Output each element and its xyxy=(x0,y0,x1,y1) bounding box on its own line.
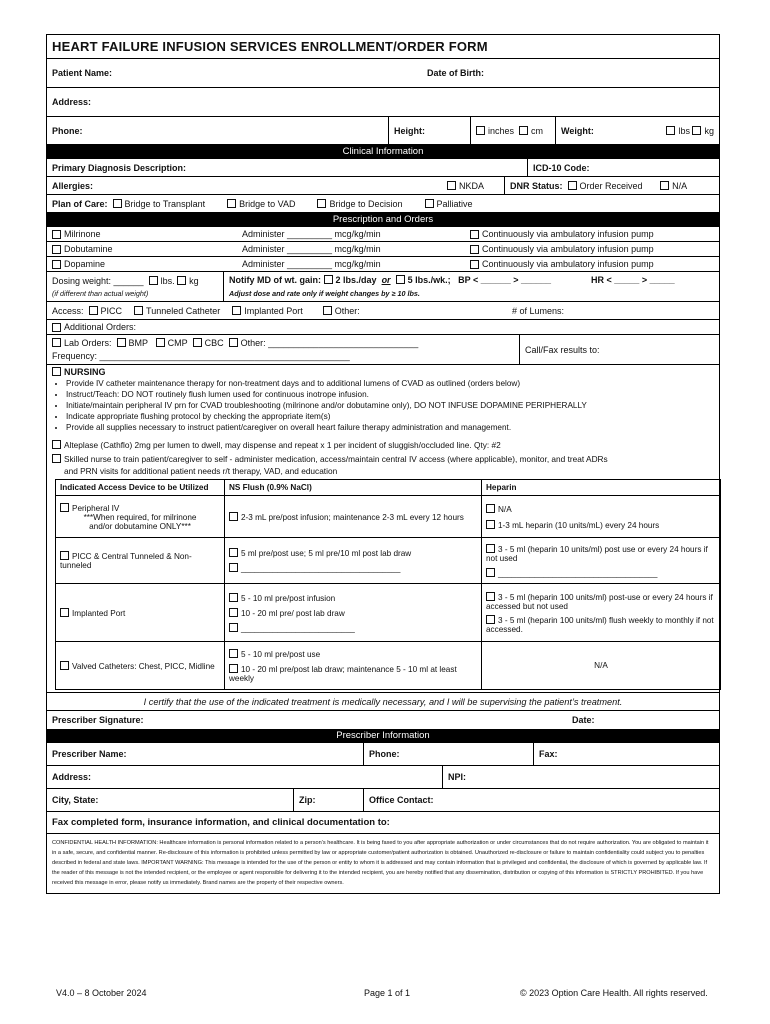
port-label: Implanted Port xyxy=(244,305,303,316)
drug-name: Milrinone xyxy=(64,229,101,239)
picc-device-checkbox[interactable] xyxy=(60,551,69,560)
icd10-label[interactable]: ICD-10 Code: xyxy=(527,159,719,176)
lumens-label[interactable]: # of Lumens: xyxy=(512,305,565,316)
fax-completed-label: Fax completed form, insurance information, and clinical documentation to: xyxy=(52,817,390,828)
prescriber-fax-label[interactable]: Fax: xyxy=(533,743,719,765)
footer-copyright: © 2023 Option Care Health. All rights reserved. xyxy=(520,988,708,998)
kg-label: kg xyxy=(704,125,714,136)
plan-transplant-checkbox[interactable] xyxy=(113,199,122,208)
notify-2lbs-checkbox[interactable] xyxy=(324,275,333,284)
dosing-weight xyxy=(47,272,223,301)
plan-of-care xyxy=(47,195,478,212)
bp-range[interactable]: BP < ______ > ______ xyxy=(458,275,552,285)
nkda-checkbox[interactable] xyxy=(447,181,456,190)
prescriber-address-label[interactable]: Address: xyxy=(52,772,92,782)
height-label[interactable]: Height: xyxy=(388,117,470,144)
lab-orders-checkbox[interactable] xyxy=(52,338,61,347)
address-label[interactable]: Address: xyxy=(52,97,92,107)
heparin-cell xyxy=(482,496,721,538)
nursing-bullet: • Provide IV catheter maintenance therapy for non-treatment days and to additional lumens of CVAD as outlined (orders below) xyxy=(66,379,714,388)
peripheral-checkbox[interactable] xyxy=(60,503,69,512)
dnr-na-label: N/A xyxy=(672,180,688,191)
drug-route[interactable] xyxy=(465,257,719,271)
additional-orders[interactable] xyxy=(47,320,141,334)
inches-checkbox[interactable] xyxy=(476,126,485,135)
drug-name: Dopamine xyxy=(64,259,106,269)
table-row xyxy=(56,538,721,584)
ns-cell xyxy=(225,642,482,690)
table-header: Heparin xyxy=(482,480,721,496)
hr-range[interactable]: HR < _____ > _____ xyxy=(591,275,675,285)
lab-other-label[interactable]: Other: ______________________________ xyxy=(240,338,419,348)
plan-decision-label: Bridge to Decision xyxy=(329,198,403,209)
ns-label: 5 ml pre/post use; 5 ml pre/10 ml post lab draw xyxy=(241,549,412,558)
heparin-checkbox[interactable] xyxy=(486,544,495,553)
tunneled-checkbox[interactable] xyxy=(134,306,143,315)
skilled-nurse-checkbox[interactable] xyxy=(52,454,61,463)
dosing-lbs-checkbox[interactable] xyxy=(149,276,158,285)
plan-decision-checkbox[interactable] xyxy=(317,199,326,208)
primary-dx-label[interactable]: Primary Diagnosis Description: xyxy=(52,162,187,173)
ns-checkbox[interactable] xyxy=(229,548,238,557)
cmp-checkbox[interactable] xyxy=(156,338,165,347)
access-options xyxy=(47,302,507,319)
ns-label: 2-3 mL pre/post infusion; maintenance 2-3 mL every 12 hours xyxy=(241,512,464,522)
enrollment-form xyxy=(46,34,720,894)
plan-vad-checkbox[interactable] xyxy=(227,199,236,208)
ns-label: 5 - 10 ml pre/post infusion xyxy=(241,593,336,603)
cbc-label: CBC xyxy=(204,338,224,348)
signature-label[interactable]: Prescriber Signature: xyxy=(52,715,144,725)
plan-transplant-label: Bridge to Transplant xyxy=(124,198,206,209)
notify-5lbs-checkbox[interactable] xyxy=(396,275,405,284)
dobutamine-checkbox[interactable] xyxy=(52,245,61,254)
route-checkbox[interactable] xyxy=(470,230,479,239)
heparin-checkbox[interactable] xyxy=(486,592,495,601)
heparin-other-blank[interactable]: ___________________________________ xyxy=(498,568,658,578)
plan-palliative-checkbox[interactable] xyxy=(425,199,434,208)
drug-name: Dobutamine xyxy=(64,244,113,254)
ns-checkbox[interactable] xyxy=(229,649,238,658)
lbs-label: lbs xyxy=(678,125,690,136)
dosing-kg-checkbox[interactable] xyxy=(177,276,186,285)
heparin-label: 1-3 mL heparin (10 units/mL) every 24 hours xyxy=(498,520,660,530)
access-device-table xyxy=(55,479,721,690)
additional-orders-label: Additional Orders: xyxy=(64,322,137,332)
table-row xyxy=(56,584,721,642)
ns-cell xyxy=(225,584,482,642)
alteplase-option[interactable] xyxy=(52,440,714,450)
device-cell xyxy=(56,496,225,538)
alteplase-label: Alteplase (Cathflo) 2mg per lumen to dwell, may dispense and repeat x 1 per incident of sluggish/occluded line. Qty: #2 xyxy=(64,440,501,450)
heparin-label: 3 - 5 ml (heparin 10 units/ml) post use or every 24 hours if not used xyxy=(486,544,708,563)
skilled-nurse-label-1: Skilled nurse to train patient/caregiver to self - administer medication, access/maintain central IV access (where applicable), monitor, and treat ADRs xyxy=(64,454,608,464)
alteplase-checkbox[interactable] xyxy=(52,440,61,449)
heparin-other-checkbox[interactable] xyxy=(486,568,495,577)
date-label[interactable]: Date: xyxy=(572,715,595,725)
lbs-checkbox[interactable] xyxy=(666,126,675,135)
kg-checkbox[interactable] xyxy=(692,126,701,135)
nursing-checkbox[interactable] xyxy=(52,367,61,376)
device-label: Peripheral IV xyxy=(72,503,120,513)
notify-md xyxy=(223,272,719,301)
dosing-lbs-label: lbs. xyxy=(160,275,175,286)
skilled-nurse-label-2: and PRN visits for additional patient needs r/t therapy, VAD, and education xyxy=(64,466,338,476)
ns-label: 5 - 10 ml pre/post use xyxy=(241,649,321,659)
dopamine-checkbox[interactable] xyxy=(52,260,61,269)
cbc-checkbox[interactable] xyxy=(193,338,202,347)
confidential-notice: CONFIDENTIAL HEALTH INFORMATION: Healthcare information is personal information related to a person’s healthcare. It is being faxed to you after appropriate authorization or under circumstances that do not require authorization. You are obligated to maintain it in a safe, secure, and confidential manner. Re-disclosure of this information is prohibited unless permitted by law or appropriate customer/patient authorization is obtained. Unauthorized re-disclosure or failure to maintain confidentiality could subject you to penalties described in federal and state laws. IMPORTANT WARNING: This message is intended for the use of the person or entity to whom it is addressed and may contain information that is privileged and confidential, the disclosure of which is governed by applicable law. If the reader of this message is not the intended recipient, or the employee or agent responsible for delivering it to the intended recipient, you are hereby notified that any dissemination, distribution or copying of this information is STRICTLY PROHIBITED. If you have received this message in error, please notify us immediately. Brand names are the property of their respective owners. xyxy=(52,840,709,886)
milrinone-checkbox[interactable] xyxy=(52,230,61,239)
prescriber-name-label[interactable]: Prescriber Name: xyxy=(52,749,127,759)
dnr-status xyxy=(504,177,719,194)
cm-label: cm xyxy=(531,125,544,136)
lab-orders-label: Lab Orders: xyxy=(64,338,112,348)
drug-dose[interactable]: Administer _________ mcg/kg/min xyxy=(242,229,381,239)
notify-opt2: 5 lbs./wk.; xyxy=(407,275,451,285)
table-row xyxy=(56,496,721,538)
clinical-header: Clinical Information xyxy=(47,145,719,158)
picc-checkbox[interactable] xyxy=(89,306,98,315)
bmp-checkbox[interactable] xyxy=(117,338,126,347)
device-cell xyxy=(56,642,225,690)
prescriber-header: Prescriber Information xyxy=(47,729,719,742)
device-note: ***When required, for milrinone xyxy=(83,512,197,522)
nursing-section xyxy=(47,365,719,693)
ns-other-blank[interactable]: ___________________________________ xyxy=(241,564,401,573)
ns-label: 10 - 20 ml pre/post lab draw; maintenance 5 - 10 ml at least weekly xyxy=(229,664,457,683)
tunneled-label: Tunneled Catheter xyxy=(146,305,221,316)
office-contact-label[interactable]: Office Contact: xyxy=(363,789,719,811)
ns-other-blank[interactable]: _________________________ xyxy=(241,623,355,633)
ns-other-checkbox[interactable] xyxy=(229,563,238,572)
dnr-received-checkbox[interactable] xyxy=(568,181,577,190)
cmp-label: CMP xyxy=(167,338,188,348)
route-label: Continuously via ambulatory infusion pump xyxy=(482,244,654,254)
device-label: PICC & Central Tunneled & Non-tunneled xyxy=(60,552,192,570)
device-label: Valved Catheters: Chest, PICC, Midline xyxy=(72,661,215,671)
weight-label[interactable]: Weight: xyxy=(555,117,651,144)
weight-units xyxy=(651,117,719,144)
adjust-note: Adjust dose and rate only if weight changes by ≥ 10 lbs. xyxy=(229,289,420,298)
rx-header: Prescription and Orders xyxy=(47,213,719,226)
notify-label: Notify MD of wt. gain: xyxy=(229,275,321,285)
device-label: Implanted Port xyxy=(72,608,126,618)
frequency-label[interactable]: Frequency: __________________________________________________ xyxy=(52,351,350,361)
device-cell xyxy=(56,584,225,642)
heparin-cell xyxy=(482,538,721,584)
heparin-label: 3 - 5 ml (heparin 100 units/ml) post-use or every 24 hours if accessed but not used xyxy=(486,592,713,611)
ns-checkbox[interactable] xyxy=(229,593,238,602)
footer-page: Page 1 of 1 xyxy=(364,988,411,998)
ns-checkbox[interactable] xyxy=(229,664,238,673)
heparin-checkbox[interactable] xyxy=(486,615,495,624)
height-units xyxy=(470,117,555,144)
drug-dopamine[interactable] xyxy=(47,257,237,271)
lab-other-checkbox[interactable] xyxy=(229,338,238,347)
device-cell xyxy=(56,538,225,584)
nursing-bullets xyxy=(66,379,714,432)
nkda-option[interactable] xyxy=(442,177,504,194)
access-other-checkbox[interactable] xyxy=(323,306,332,315)
drug-dose[interactable]: Administer _________ mcg/kg/min xyxy=(242,259,381,269)
table-row xyxy=(56,642,721,690)
notify-or: or xyxy=(381,275,391,285)
dnr-na-checkbox[interactable] xyxy=(660,181,669,190)
ns-checkbox[interactable] xyxy=(229,512,238,521)
cm-checkbox[interactable] xyxy=(519,126,528,135)
callfax-label[interactable]: Call/Fax results to: xyxy=(519,335,719,364)
footer-version: V4.0 – 8 October 2024 xyxy=(56,988,147,998)
port-checkbox[interactable] xyxy=(232,306,241,315)
inches-label: inches xyxy=(488,125,515,136)
nursing-bullet: • Provide all supplies necessary to instruct patient/caregiver on overall heart failure therapy administration and management. xyxy=(66,423,714,432)
notify-opt1: 2 lbs./day xyxy=(335,275,377,285)
drug-dobutamine[interactable] xyxy=(47,242,237,256)
ns-cell xyxy=(225,496,482,538)
dosing-kg-label: kg xyxy=(189,275,199,286)
city-state-label[interactable]: City, State: xyxy=(52,795,99,805)
access-other-label: Other: xyxy=(334,305,360,316)
allergies-label[interactable]: Allergies: xyxy=(52,180,94,191)
nursing-bullet: • Initiate/maintain peripheral IV prn for CVAD troubleshooting (milrinone and/or dobutamine only), DO NOT INFUSE DOPAMINE PERIPHERALLY xyxy=(66,401,714,410)
dnr-label: DNR Status: xyxy=(510,180,563,191)
bmp-label: BMP xyxy=(128,338,149,348)
nursing-bullet: • Indicate appropriate flushing protocol by checking the appropriate item(s) xyxy=(66,412,714,421)
drug-dose[interactable]: Administer _________ mcg/kg/min xyxy=(242,244,381,254)
ns-cell xyxy=(225,538,482,584)
heparin-label: N/A xyxy=(498,504,512,514)
table-header: Indicated Access Device to be Utilized xyxy=(56,480,225,496)
prescriber-phone-label[interactable]: Phone: xyxy=(363,743,533,765)
drug-route[interactable] xyxy=(465,227,719,241)
route-checkbox[interactable] xyxy=(470,260,479,269)
additional-orders-checkbox[interactable] xyxy=(52,323,61,332)
route-label: Continuously via ambulatory infusion pump xyxy=(482,229,654,239)
drug-milrinone[interactable] xyxy=(47,227,237,241)
npi-label[interactable]: NPI: xyxy=(442,766,719,788)
form-title: HEART FAILURE INFUSION SERVICES ENROLLMENT/ORDER FORM xyxy=(52,39,488,54)
ns-other-checkbox[interactable] xyxy=(229,623,238,632)
nkda-label: NKDA xyxy=(459,180,485,191)
heparin-checkbox[interactable] xyxy=(486,504,495,513)
dosing-weight-label[interactable]: Dosing weight: ______ xyxy=(52,275,144,286)
picc-label: PICC xyxy=(100,305,123,316)
heparin-cell: N/A xyxy=(482,642,721,690)
dosing-note: (if different than actual weight) xyxy=(52,288,149,298)
phone-label[interactable]: Phone: xyxy=(52,125,83,136)
heparin-cell xyxy=(482,584,721,642)
nursing-bullet: • Instruct/Teach: DO NOT routinely flush lumen used for continuous inotrope infusion. xyxy=(66,390,714,399)
plan-palliative-label: Palliative xyxy=(436,198,473,209)
heparin-label: 3 - 5 ml (heparin 100 units/ml) flush weekly to monthly if not accessed. xyxy=(486,615,714,634)
valved-device-checkbox[interactable] xyxy=(60,661,69,670)
table-header: NS Flush (0.9% NaCl) xyxy=(225,480,482,496)
skilled-nurse-option[interactable] xyxy=(52,454,714,464)
plan-label: Plan of Care: xyxy=(52,198,108,209)
nursing-title: NURSING xyxy=(64,367,106,377)
patient-name-label[interactable]: Patient Name: xyxy=(52,68,113,78)
certify-statement: I certify that the use of the indicated treatment is medically necessary, and I will be supervising the patient’s treatment. xyxy=(143,696,623,707)
drug-route[interactable] xyxy=(465,242,719,256)
device-note: and/or dobutamine ONLY*** xyxy=(89,521,191,531)
ns-checkbox[interactable] xyxy=(229,608,238,617)
dob-label[interactable]: Date of Birth: xyxy=(427,68,484,78)
plan-vad-label: Bridge to VAD xyxy=(239,198,296,209)
port-device-checkbox[interactable] xyxy=(60,608,69,617)
route-label: Continuously via ambulatory infusion pump xyxy=(482,259,654,269)
ns-label: 10 - 20 ml pre/ post lab draw xyxy=(241,608,345,618)
lab-orders xyxy=(47,335,519,364)
access-label: Access: xyxy=(52,305,84,316)
dnr-received-label: Order Received xyxy=(579,180,643,191)
zip-label[interactable]: Zip: xyxy=(293,789,363,811)
heparin-checkbox[interactable] xyxy=(486,520,495,529)
route-checkbox[interactable] xyxy=(470,245,479,254)
